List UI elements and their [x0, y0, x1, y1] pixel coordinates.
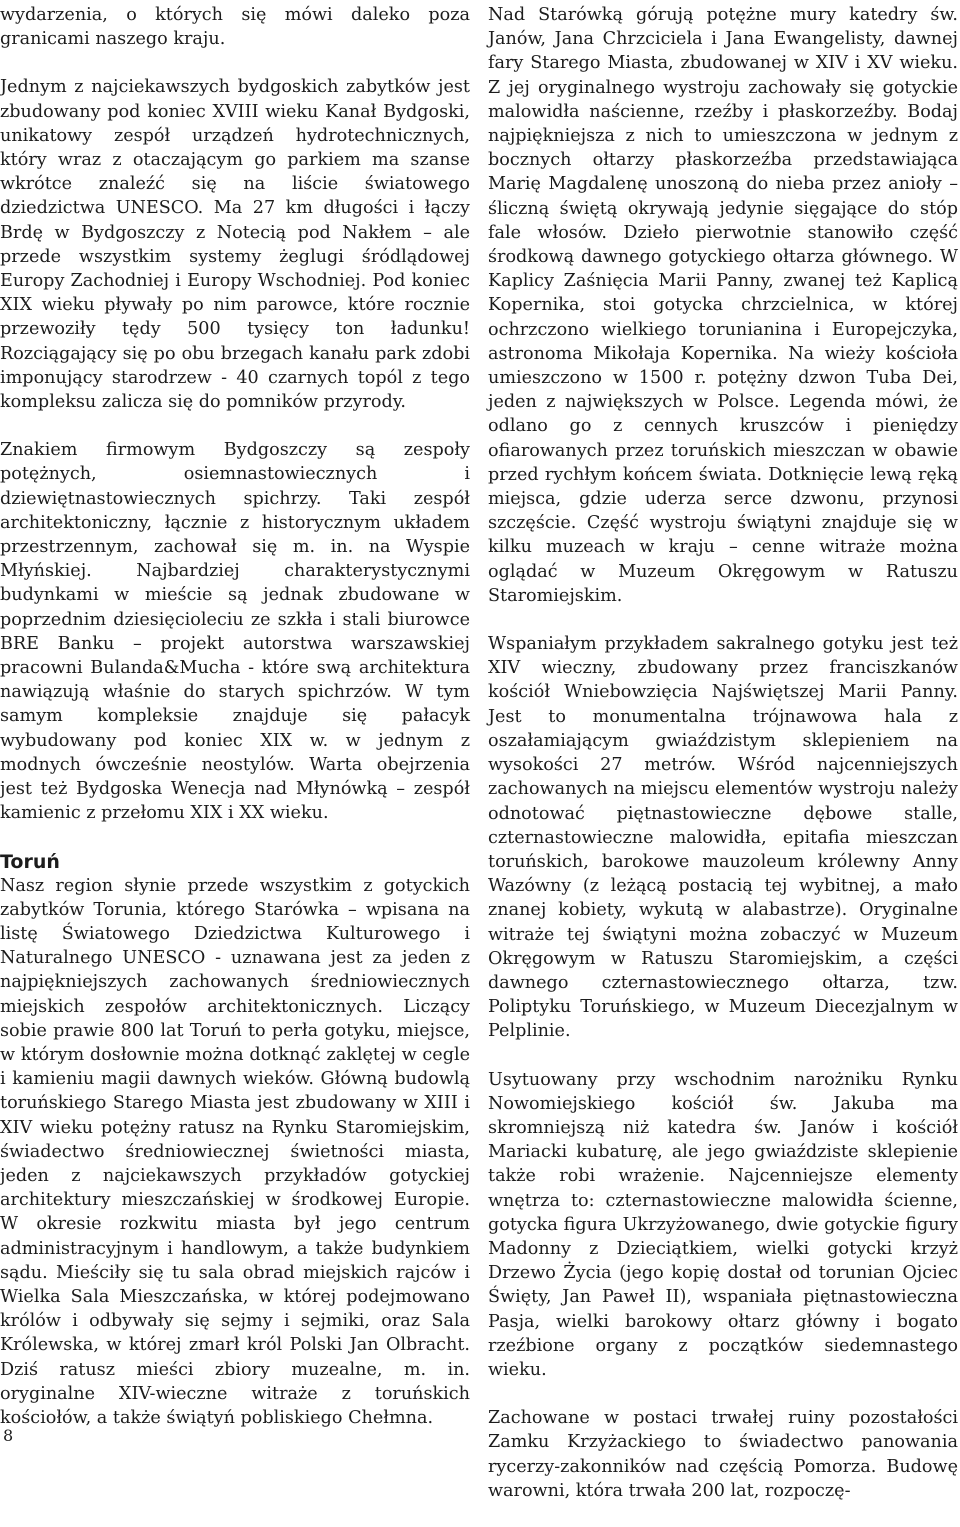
paragraph-st-james-church: Usytuowany przy wschodnim narożniku Rynku Nowomiejskiego kościół św. Jakuba ma skromniejszą niż katedra św. Janów i kościół Mariacki kubaturę, ale jego gwiaździste sklepienie także robi wrażenie. Najcenniejsze elementy wnętrza to: czternastowieczne malowidła ścienne, gotycka figura Ukrzyżowanego, dwie gotyckie figury Madonny z Dzieciątkiem, wielki gotycki krzyż Drzewo Życia (jego kopię dostał od torunian Ojciec Święty, Jan Paweł II), wspaniała piętnastowieczna Pasja, wielki barokowy ołtarz główny i bogato rzeźbione organy z początków siedemnastego wieku. [488, 1069, 958, 1380]
right-column [488, 3, 958, 1527]
left-column [0, 3, 470, 1454]
paragraph-teutonic-castle: Zachowane w postaci trwałej ruiny pozostałości Zamku Krzyżackiego to świadectwo panowania rycerzy-zakonników nad częścią Pomorza. Budowę warowni, która trwała 200 lat, rozpoczę- [488, 1408, 958, 1501]
paragraph-canal: Jednym z najciekawszych bydgoskich zabytków jest zbudowany pod koniec XVIII wieku Kanał Bydgoski, unikatowy zespół urządzeń hydrotechnicznych, który wraz z otaczającym go parkiem ma szanse wkrótce znaleźć się na liście światowego dziedzictwa UNESCO. Ma 27 km długości i łączy Brdę w Bydgoszczy z Notecią pod Nakłem – ale przede wszystkim systemy żeglugi śródlądowej Europy Zachodniej i Europy Wschodniej. Pod koniec XIX wieku pływały po nim parowce, które rocznie przewoziły tędy 500 tysięcy ton ładunku! Rozciągający się po obu brzegach kanału park zdobi imponujący starodrzew - 40 czarnych topól z tego kompleksu zalicza się do pomników przyrody. [0, 77, 470, 413]
paragraph-granaries: Znakiem firmowym Bydgoszczy są zespoły potężnych, osiemnastowiecznych i dziewiętnastowiecznych spichrzy. Taki zespół architektoniczny, łącznie z historycznym układem przestrzennym, zachował się m. in. na Wyspie Młyńskiej. Najbardziej charakterystycznymi budynkami w mieście są jednak zbudowane w poprzednim dziesięcioleciu ze szkła i stali biurowce BRE Banku – projekt autorstwa warszawskiej pracowni Bulanda&Mucha - które swą architektura nawiązują właśnie do starych spichrzów. W tym samym kompleksie znajduje się pałacyk wybudowany pod koniec XIX w. w jednym z modnych ówcześnie neostylów. Warta obejrzenia jest też Bydgoska Wenecja nad Młynówką – zespół kamienic z przełomu XIX i XX wieku. [0, 440, 470, 824]
paragraph-franciscan-church: Wspaniałym przykładem sakralnego gotyku jest też XIV wieczny, zbudowany przez franciszkanów kościół Wniebowzięcia Najświętszej Marii Panny. Jest to monumentalna trójnawowa hala z oszałamiającym gwiaździstym sklepieniem na wysokości 27 metrów. Wśród najcenniejszych zachowanych na miejscu elementów wystroju należy odnotować piętnastowieczne dębowe stalle, czternastowieczne malowidła, epitafia mieszczan toruńskich, barokowe mauzoleum królewny Anny Wazówny (z leżącą postacią tej wybitnej, a mało znanej kobiety, wykutą w alabastrze). Oryginalne witraże tej świątyni można zobaczyć w Muzeum Okręgowym w Ratuszu Staromiejskim, a części dawnego czternastowiecznego ołtarza, tzw. Poliptyku Toruńskiego, w Muzeum Diecezjalnym w Pelplinie. [488, 634, 958, 1042]
page-number: 8 [3, 1426, 14, 1445]
paragraph-cathedral: Nad Starówką górują potężne mury katedry św. Janów, Jana Chrzciciela i Jana Ewangelisty, dawnej fary Starego Miasta, zbudowanej w XIV i XV wieku. Z jej oryginalnego wystroju zachowały się gotyckie malowidła naścienne, rzeźby i płaskorzeźby. Bodaj najpiękniejsza z nich to umieszczona w jednym z bocznych ołtarzy płaskorzeźba przedstawiająca Marię Magdalenę unoszoną do nieba przez anioły – śliczną świętą okrywają jedynie sięgające do stóp fale włosów. Dzieło pierwotnie stanowiło część środkową dawnego gotyckiego ołtarza głównego. W Kaplicy Zaśnięcia Marii Panny, zwanej też Kaplicą Kopernika, stoi gotycka chrzcielnica, w której ochrzczono wielkiego torunianina i Europejczyka, astronoma Mikołaja Kopernika. Na wieży kościoła umieszczono w 1500 r. potężny dzwon Tuba Dei, jeden z największych w Polsce. Legenda mówi, że odlano go z cennych kruszców i pieniędzy ofiarowanych przez toruńskich mieszczan w obawie przed rychłym końcem świata. Dotknięcie lewą ręką miejsca, gdzie uderza serce dzwonu, przynosi szczęście. Część wystroju świątyni znajduje się w kilku muzeach w kraju – cenne witraże można oglądać w Muzeum Okręgowym w Ratuszu Staromiejskim. [488, 5, 958, 606]
paragraph-intro-continuation: wydarzenia, o których się mówi daleko poza granicami naszego kraju. [0, 5, 470, 50]
paragraph-torun-old-town: Nasz region słynie przede wszystkim z gotyckich zabytków Torunia, którego Starówka – wpisana na listę Światowego Dziedzictwa Kulturowego i Naturalnego UNESCO - uznawana jest za jeden z najpiękniejszych zachowanych średniowiecznych miejskich zespołów architektonicznych. Liczący sobie prawie 800 lat Toruń to perła gotyku, miejsce, w którym dosłownie można dotknąć zaklętej w cegle i kamieniu magii dawnych wieków. Główną budowlą toruńskiego Starego Miasta jest zbudowany w XIII i XIV wieku potężny ratusz na Rynku Staromiejskim, świadectwo średniowiecznej świetności miasta, jeden z najciekawszych przykładów gotyckiej architektury mieszczańskiej w środkowej Europie. W okresie rozkwitu miasta był jego centrum administracyjnym i handlowym, a także budynkiem sądu. Mieściły się tu sala obrad miejskich rajców i Wielka Sala Mieszczańska, w której podejmowano królów i odbywały się sejmy i sejmiki, oraz Sala Królewska, w której zmarł król Polski Jan Olbracht. Dziś ratusz mieści zbiory muzealne, m. in. oryginalne XIV-wieczne witraże z toruńskich kościołów, a także świątyń pobliskiego Chełmna. [0, 875, 470, 1428]
section-heading-torun: Toruń [0, 850, 60, 873]
